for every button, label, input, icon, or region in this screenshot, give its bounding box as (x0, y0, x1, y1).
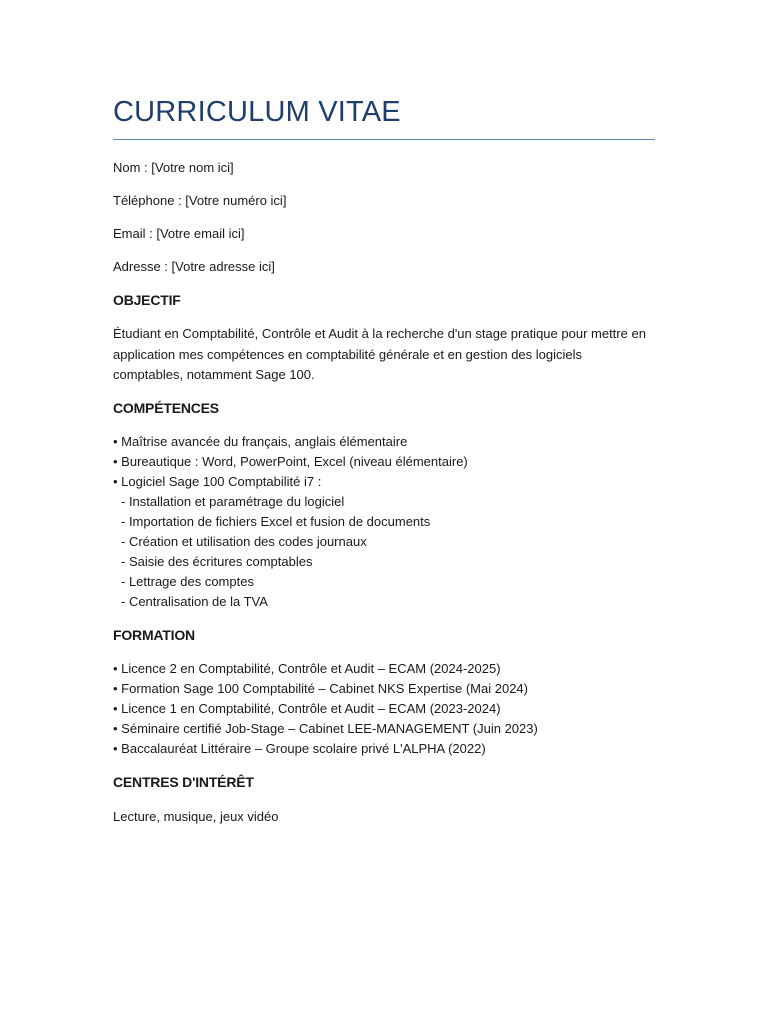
education-list (113, 659, 538, 759)
title-underline (113, 139, 655, 140)
list-item: • Logiciel Sage 100 Comptabilité i7 : (113, 474, 322, 489)
skills-list (113, 432, 468, 612)
list-item: • Baccalauréat Littéraire – Groupe scolaire privé L'ALPHA (2022) (113, 741, 486, 756)
list-item: • Maîtrise avancée du français, anglais élémentaire (113, 434, 408, 449)
page-title: CURRICULUM VITAE (113, 96, 401, 128)
sub-list-item: - Importation de fichiers Excel et fusion de documents (121, 514, 431, 529)
objective-text: Étudiant en Comptabilité, Contrôle et Audit à la recherche d'un stage pratique pour mettre en application mes compétences en comptabilité générale et en gestion des logiciels comptables, notamment Sage 100. (113, 326, 646, 382)
sub-list-item: - Lettrage des comptes (121, 574, 254, 589)
sub-list-item: - Installation et paramétrage du logiciel (121, 494, 345, 509)
contact-email: Email : [Votre email ici] (113, 226, 245, 241)
list-item: • Licence 1 en Comptabilité, Contrôle et Audit – ECAM (2023-2024) (113, 701, 501, 716)
list-item: • Séminaire certifié Job-Stage – Cabinet LEE-MANAGEMENT (Juin 2023) (113, 721, 538, 736)
contact-address: Adresse : [Votre adresse ici] (113, 259, 275, 274)
skills-heading: COMPÉTENCES (113, 400, 219, 416)
contact-phone: Téléphone : [Votre numéro ici] (113, 193, 287, 208)
sub-list-item: - Création et utilisation des codes journaux (121, 534, 367, 549)
interests-text: Lecture, musique, jeux vidéo (113, 809, 279, 824)
list-item: • Formation Sage 100 Comptabilité – Cabinet NKS Expertise (Mai 2024) (113, 681, 528, 696)
interests-heading: CENTRES D'INTÉRÊT (113, 774, 254, 790)
list-item: • Licence 2 en Comptabilité, Contrôle et Audit – ECAM (2024-2025) (113, 661, 501, 676)
contact-name: Nom : [Votre nom ici] (113, 160, 234, 175)
objective-heading: OBJECTIF (113, 292, 181, 308)
list-item: • Bureautique : Word, PowerPoint, Excel (niveau élémentaire) (113, 454, 468, 469)
education-heading: FORMATION (113, 627, 195, 643)
sub-list-item: - Saisie des écritures comptables (121, 554, 313, 569)
sub-list-item: - Centralisation de la TVA (121, 594, 268, 609)
